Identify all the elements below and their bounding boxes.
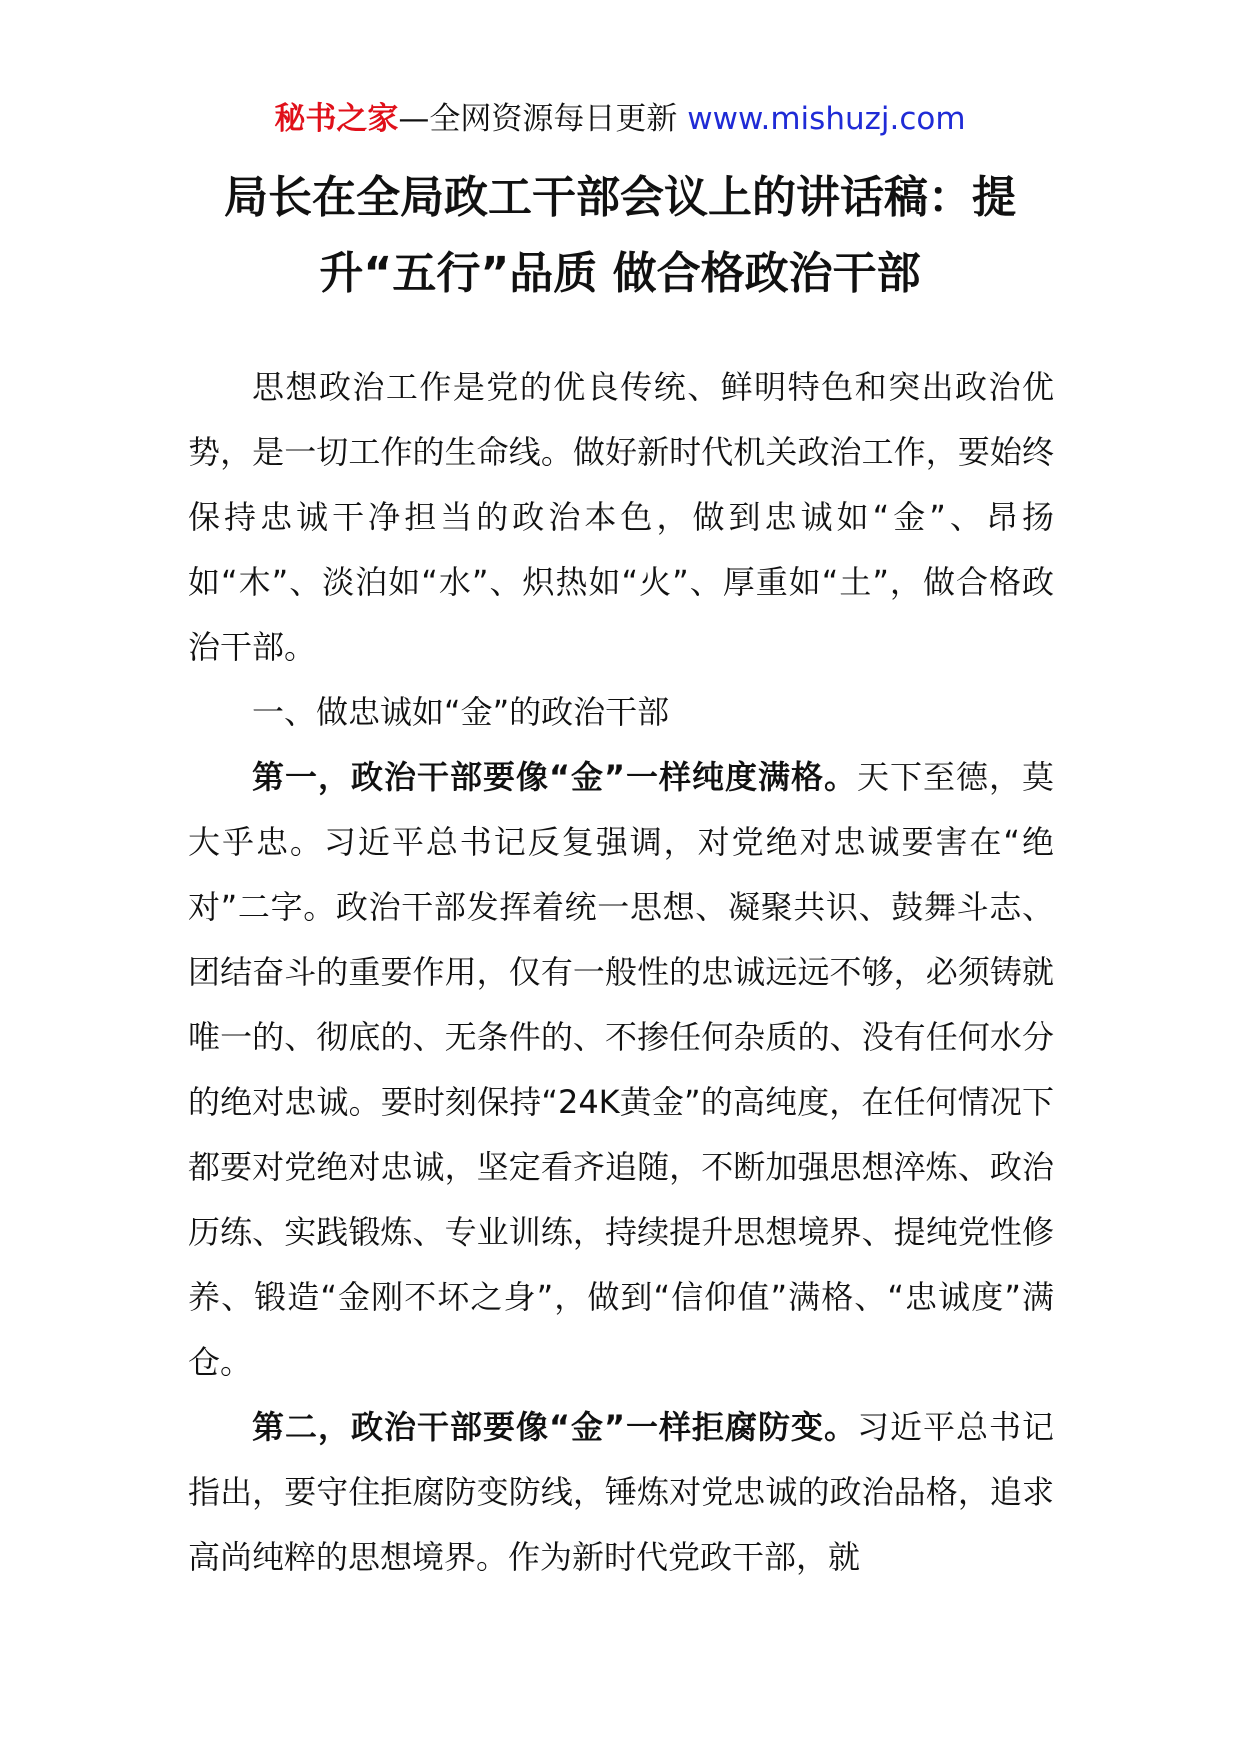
paragraph-text: 天下至德，莫大乎忠。习近平总书记反复强调，对党绝对忠诚要害在“绝对”二字。政治干部发挥着统一思想、凝聚共识、鼓舞斗志、团结奋斗的重要作用，仅有一般性的忠诚远远不够，必须铸就唯一的、彻底的、无条件的、不掺任何杂质的、没有任何水分的绝对忠诚。要时刻保持“24K黄金”的高纯度，在任何情况下都要对党绝对忠诚，坚定看齐追随，不断加强思想淬炼、政治历练、实践锻炼、专业训练，持续提升思想境界、提纯党性修养、锻造“金刚不坏之身”，做到“信仰值”满格、“忠诚度”满仓。 bbox=[188, 758, 1054, 1381]
site-tagline: —全网资源每日更新 bbox=[398, 101, 688, 137]
site-url[interactable]: www.mishuzj.com bbox=[687, 101, 966, 137]
site-brand: 秘书之家 bbox=[274, 101, 399, 137]
paragraph-intro bbox=[188, 355, 1054, 680]
site-header bbox=[0, 98, 1240, 140]
paragraph-second bbox=[188, 1395, 1054, 1590]
section-heading bbox=[188, 680, 1054, 745]
section-heading-text: 一、做忠诚如“金”的政治干部 bbox=[252, 693, 670, 731]
paragraph-text: 习近平总书记指出，要守住拒腐防变防线，锤炼对党忠诚的政治品格，追求高尚纯粹的思想境界。作为新时代党政干部，就 bbox=[188, 1408, 1054, 1576]
document-body bbox=[188, 355, 1054, 1590]
paragraph-text: 思想政治工作是党的优良传统、鲜明特色和突出政治优势，是一切工作的生命线。做好新时代机关政治工作，要始终保持忠诚干净担当的政治本色，做到忠诚如“金”、昂扬如“木”、淡泊如“水”、炽热如“火”、厚重如“土”，做合格政治干部。 bbox=[188, 368, 1054, 666]
paragraph-lead: 第二，政治干部要像“金”一样拒腐防变。 bbox=[252, 1408, 857, 1446]
document-title: 局长在全局政工干部会议上的讲话稿：提升“五行”品质 做合格政治干部 bbox=[224, 172, 1016, 299]
paragraph-lead: 第一，政治干部要像“金”一样纯度满格。 bbox=[252, 758, 857, 796]
paragraph-first bbox=[188, 745, 1054, 1395]
